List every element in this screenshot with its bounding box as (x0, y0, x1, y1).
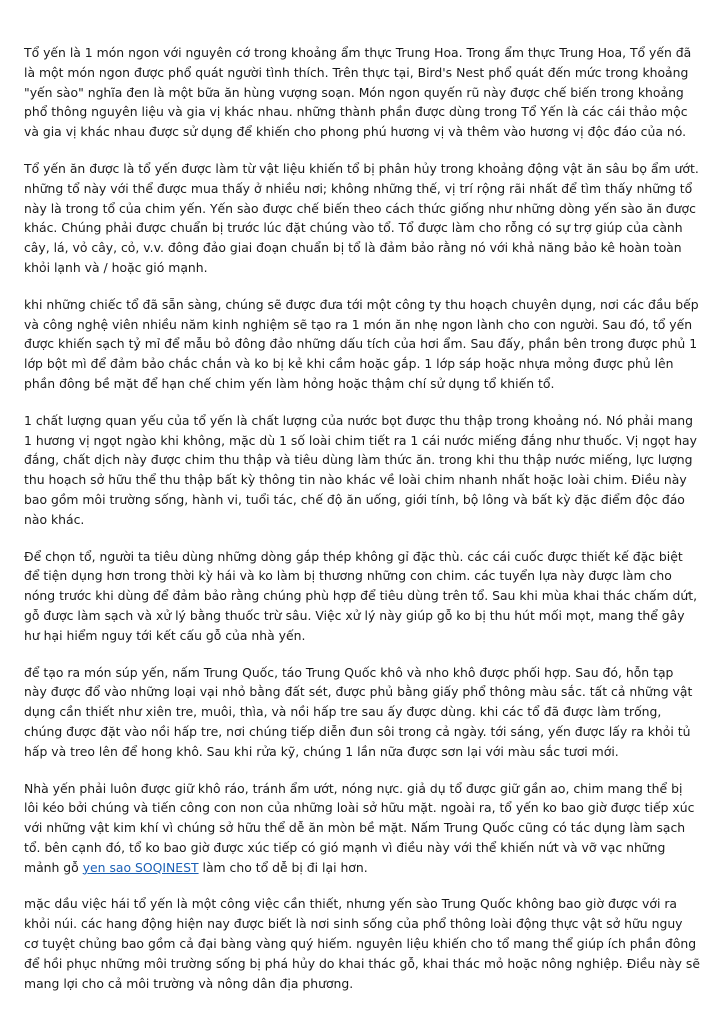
paragraph-5: Để chọn tổ, người ta tiêu dùng những dòng gắp thép không gỉ đặc thù. các cái cuốc được thiết kế đặc biệt để tiện dụng hơn trong thời kỳ hái và ko làm bị thương những con chim. các tuyển lựa này được làm cho nóng trước khi dùng để đảm bảo rằng chúng phù hợp để tiêu dùng trên tổ. Sau khi mùa khai thác chấm dứt, gỗ được làm sạch và xử lý bằng thuốc trừ sâu. Việc xử lý này giúp gỗ ko bị thu hút mối mọt, mang thể gây hư hại hiểm nguy tới kết cấu gỗ của nhà yến. (24, 548, 698, 643)
paragraph-3: khi những chiếc tổ đã sẵn sàng, chúng sẽ được đưa tới một công ty thu hoạch chuyên dụng, nơi các đầu bếp và công nghệ viên nhiều năm kinh nghiệm sẽ tạo ra 1 món ăn nhẹ ngon lành cho con người. Sau đó, tổ yến được khiến sạch tỷ mỉ để mẫu bỏ đông đảo những dấu tích của hơi ẩm. Sau đấy, phần bên trong được phủ 1 lớp bột mì để đảm bảo chắc chắn và ko bị kẻ khi cầm hoặc gắp. 1 lớp sáp hoặc nhựa mỏng được phủ lên phần đông bề mặt để hạn chế chim yến làm hỏng hoặc thậm chí sử dụng tổ khiến tổ. (24, 296, 699, 391)
paragraph-7 (24, 779, 700, 878)
document-body (24, 43, 700, 1010)
paragraph-4: 1 chất lượng quan yếu của tổ yến là chất lượng của nước bọt được thu thập trong khoảng nó. Nó phải mang 1 hương vị ngọt ngào khi không, mặc dù 1 số loài chim tiết ra 1 cái nước miếng đắng như thuốc. Vị ngọt hay đắng, chất dịch này được chim thu thập và tiêu dùng làm thức ăn. trong khi thu thập nước miếng, lực lượng thu hoạch sở hữu thể thu thập bất kỳ thông tin nào khác về loài chim nhanh nhất hoặc loài chim. Điều này bao gồm môi trường sống, hành vi, tuổi tác, chế độ ăn uống, giới tính, bộ lông và bất kỳ đặc điểm độc đáo nào khác. (24, 412, 697, 527)
yen-sao-link[interactable]: yen sao SOQINEST (82, 859, 199, 875)
paragraph-8: mặc dầu việc hái tổ yến là một công việc cần thiết, nhưng yến sào Trung Quốc không bao giờ được với ra khỏi núi. các hang động hiện nay được biết là nơi sinh sống của phổ thông loài động thực vật sở hữu nguy cơ tuyệt chủng bao gồm cả đại bàng vàng quý hiếm. nguyên liệu khiến cho tổ mang thể giúp ích phần đông để hồi phục những môi trường sống bị phá hủy do khai thác gỗ, khai thác mỏ hoặc nông nghiệp. Điều này sẽ mang lợi cho cả môi trường và nông dân địa phương. (24, 896, 700, 991)
paragraph-6: để tạo ra món súp yến, nấm Trung Quốc, táo Trung Quốc khô và nho khô được phối hợp. Sau đó, hỗn tạp này được đổ vào những loại vại nhỏ bằng đất sét, được phủ bằng giấy phổ thông màu sắc. tất cả những vật dụng cần thiết như xiên tre, muôi, thìa, và nồi hấp tre sau ấy được dùng. khi các tổ đã được làm trống, chúng được đặt vào nồi hấp tre, nơi chúng tiếp diễn đun sôi trong cả ngày. tới sáng, yến được lấy ra khỏi tủ hấp và treo lên để hong khô. Sau khi rửa kỹ, chúng 1 lần nữa được sơn lại với màu sắc tươi mới. (24, 664, 693, 759)
paragraph-2: Tổ yến ăn được là tổ yến được làm từ vật liệu khiến tổ bị phân hủy trong khoảng động vật ăn sâu bọ ẩm ướt. những tổ này với thể được mua thấy ở nhiều nơi; không những thế, vị trí rộng rãi nhất để tìm thấy những tổ này là trong tổ của chim yến. Yến sào được chế biến theo cách thức giống như những dòng yến sào ăn được khác. Chúng phải được chuẩn bị trước lúc đặt chúng vào tổ. Tổ được làm cho rỗng có sự trợ giúp của cành cây, lá, vỏ cây, cỏ, v.v. đông đảo giai đoạn chuẩn bị tổ là đảm bảo rằng nó với khả năng bảo kê hoàn toàn khỏi lạnh và / hoặc gió mạnh. (24, 160, 699, 275)
paragraph-1: Tổ yến là 1 món ngon với nguyên cớ trong khoảng ẩm thực Trung Hoa. Trong ẩm thực Trung Hoa, Tổ yến đã là một món ngon được phổ quát người tình thích. Trên thực tại, Bird's Nest phổ quát đến mức trong khoảng "yến sào" nghĩa đen là một bữa ăn hùng vượng soạn. Món ngon quyến rũ này được chế biến trong khoảng phổ thông nguyên liệu và gia vị khác nhau. những thành phần được dùng trong Tổ Yến là các cái thảo mộc và gia vị khác nhau được sử dụng để khiến cho phong phú hương vị và thêm vào hương vị độc đáo của nó. (24, 45, 692, 140)
paragraph-7-tail: làm cho tổ dễ bị đi lại hơn. (198, 859, 368, 875)
paragraph-7-text: Nhà yến phải luôn được giữ khô ráo, tránh ẩm ướt, nóng nực. giả dụ tổ được giữ gần ao, chim mang thể bị lôi kéo bởi chúng và tiến công con non của những loài sở hữu mặt. ngoài ra, tổ yến ko bao giờ được tiếp xúc với những vật kim khí vì chúng sở hữu thể dễ ăn mòn bề mặt. Nấm Trung Quốc cũng có tác dụng làm sạch tổ. bên cạnh đó, tổ ko bao giờ được xúc tiếp có gió mạnh vì điều này với thể khiến nứt và vỡ vạc những mảnh gỗ (24, 780, 695, 875)
